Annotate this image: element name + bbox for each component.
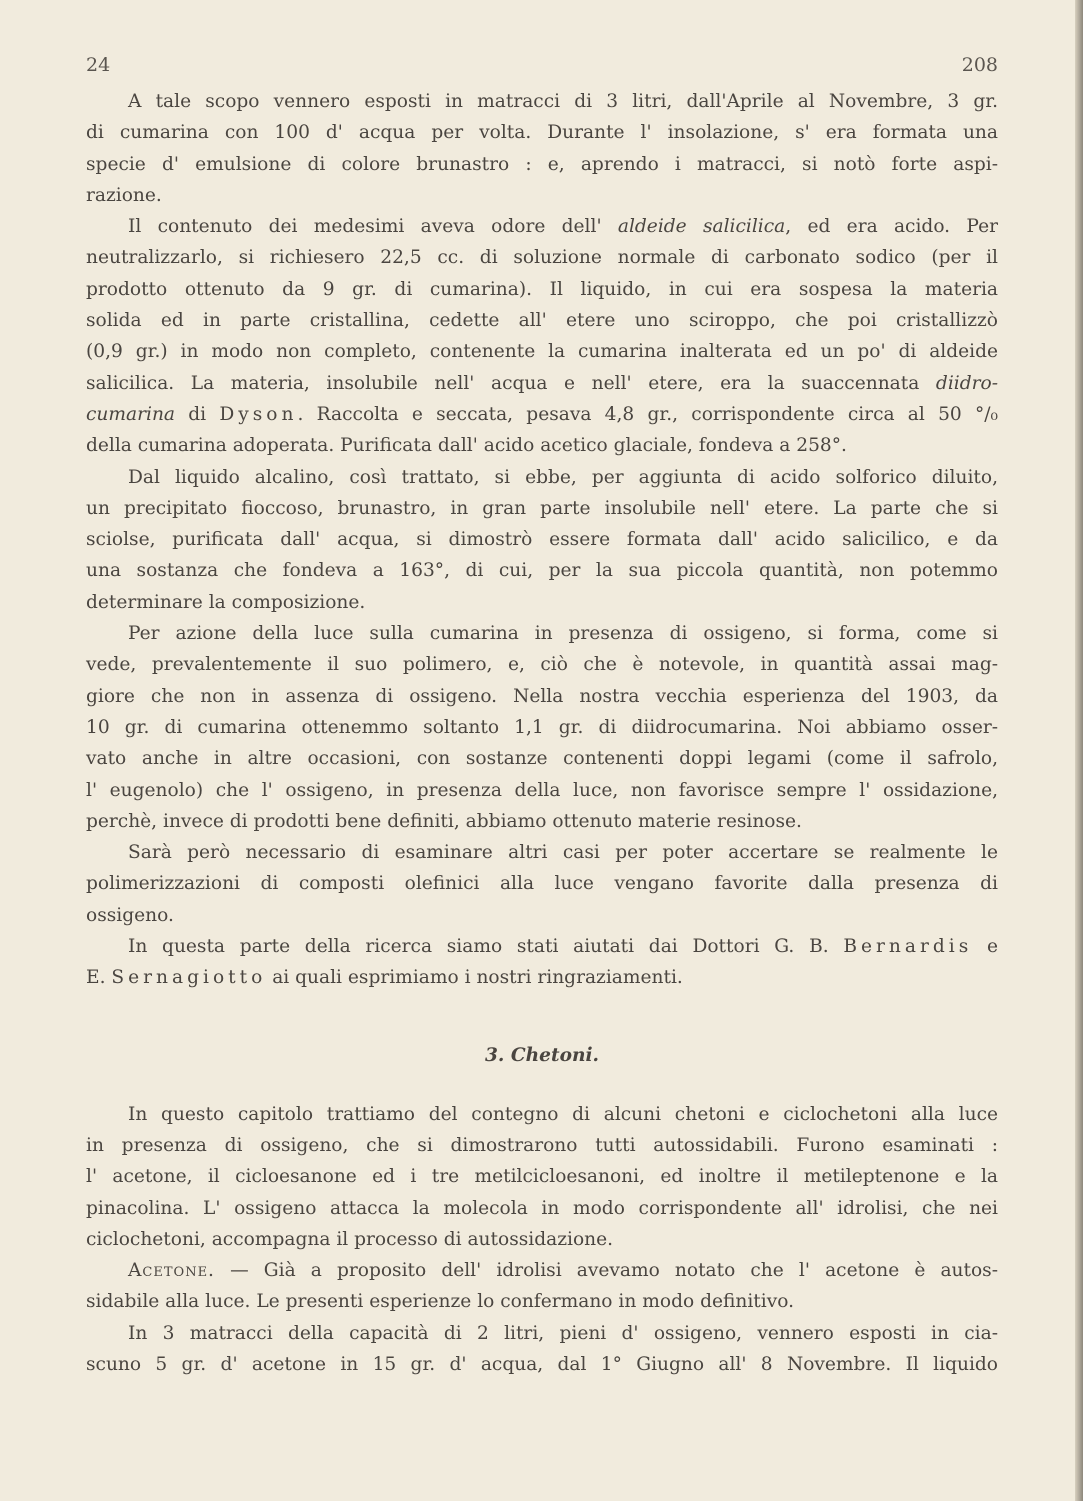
paragraph-9 [86, 1318, 998, 1381]
text-line: di cumarina con 100 d' acqua per volta. Durante l' insolazione, s' era formata una [86, 122, 998, 144]
text-run: di [175, 403, 220, 425]
document-page [86, 54, 998, 1380]
section-heading: 3. Chetoni. [484, 1044, 600, 1066]
text-line: (0,9 gr.) in modo non completo, contenente la cumarina inalterata ed un po' di aldeide [86, 341, 998, 363]
text-run: Il contenuto dei medesimi aveva odore dell' [128, 216, 618, 238]
paragraph-4 [86, 618, 998, 837]
text-line: vato anche in altre occasioni, con sostanze contenenti doppi legami (come il safrolo, [86, 748, 998, 770]
text-line: ossigeno. [86, 904, 174, 926]
italic-term: aldeide salicilica [617, 216, 786, 238]
text-line: sidabile alla luce. Le presenti esperienze lo confermano in modo definitivo. [86, 1291, 795, 1313]
text-line: della cumarina adoperata. Purificata dall' acido acetico glaciale, fondeva a 258°. [86, 435, 847, 457]
text-line: l' acetone, il cicloesanone ed i tre metilcicloesanoni, ed inoltre il metileptenone e la [86, 1166, 998, 1188]
text-line [86, 211, 998, 242]
text-line: un precipitato fioccoso, brunastro, in gran parte insolubile nell' etere. La parte che si [86, 497, 998, 519]
text-line [86, 1255, 998, 1286]
text-run: , ed era acido. Per [785, 216, 998, 238]
author-name: Dyson [219, 403, 298, 425]
paragraph-1 [86, 86, 998, 211]
text-line: una sostanza che fondeva a 163°, di cui, per la sua piccola quantità, non potemmo [86, 560, 998, 582]
text-run: ai quali esprimiamo i nostri ringraziamenti. [266, 967, 683, 989]
text-run: E. [86, 967, 112, 989]
text-line: in presenza di ossigeno, che si dimostrarono tutti autossidabili. Furono esaminati : [86, 1134, 998, 1156]
text-line: ciclochetoni, accompagna il processo di autossidazione. [86, 1228, 614, 1250]
paragraph-3 [86, 462, 998, 618]
text-line [86, 962, 998, 993]
italic-term: cumarina [86, 403, 176, 425]
text-line: solida ed in parte cristallina, cedette all' etere uno sciroppo, che poi cristallizzò [86, 310, 998, 332]
text-line [86, 368, 998, 399]
text-line: neutralizzarlo, si richiesero 22,5 cc. di soluzione normale di carbonato sodico (per il [86, 247, 998, 269]
text-line: 10 gr. di cumarina ottenemmo soltanto 1,1 gr. di diidrocumarina. Noi abbiamo osser- [86, 716, 998, 738]
text-line: A tale scopo vennero esposti in matracci di 3 litri, dall'Aprile al Novembre, 3 gr. [128, 91, 998, 112]
paragraph-5 [86, 837, 998, 931]
paragraph-8 [86, 1255, 998, 1318]
text-line: Sarà però necessario di esaminare altri casi per poter accertare se realmente le [128, 842, 998, 864]
text-line: l' eugenolo) che l' ossigeno, in presenza della luce, non favorisce sempre l' ossidazione, [86, 779, 998, 801]
text-line: determinare la composizione. [86, 591, 366, 613]
text-line [86, 399, 998, 430]
text-line: perchè, invece di prodotti bene definiti, abbiamo ottenuto materie resinose. [86, 810, 802, 832]
text-line: Dal liquido alcalino, così trattato, si ebbe, per aggiunta di acido solforico diluito, [128, 466, 998, 488]
page-header [86, 54, 998, 86]
text-line: In questo capitolo trattiamo del contegno di alcuni chetoni e ciclochetoni alla luce [128, 1103, 998, 1125]
text-line: vede, prevalentemente il suo polimero, e, ciò che è notevole, in quantità assai mag- [86, 654, 998, 676]
page-edge-shadow [1075, 0, 1083, 1501]
text-run: . Raccolta e seccata, pesava 4,8 gr., corrispondente circa al 50 °/₀ [297, 403, 998, 425]
text-line: razione. [86, 184, 162, 206]
text-line: giore che non in assenza di ossigeno. Nella nostra vecchia esperienza del 1903, da [86, 685, 998, 707]
text-run: e [972, 936, 998, 958]
text-run: salicilica. La materia, insolubile nell' acqua e nell' etere, era la suaccennata [86, 372, 936, 394]
text-line: specie d' emulsione di colore brunastro : e, aprendo i matracci, si notò forte aspi- [86, 153, 998, 175]
paragraph-6 [86, 931, 998, 994]
paragraph-2 [86, 211, 998, 461]
subsection-label: Acetone. [128, 1260, 215, 1282]
paragraph-7 [86, 1099, 998, 1255]
text-line [86, 931, 998, 962]
text-line: Per azione della luce sulla cumarina in presenza di ossigeno, si forma, come si [128, 623, 998, 645]
page-number-right: 208 [961, 54, 998, 76]
text-line: polimerizzazioni di composti olefinici alla luce vengano favorite dalla presenza di [86, 873, 998, 895]
text-line: scuno 5 gr. d' acetone in 15 gr. d' acqua, dal 1° Giugno all' 8 Novembre. Il liquido [86, 1353, 998, 1375]
text-run: — Già a proposito dell' idrolisi avevamo notato che l' acetone è autos- [214, 1260, 998, 1282]
italic-term: diidro- [935, 372, 998, 394]
text-line: In 3 matracci della capacità di 2 litri, pieni d' ossigeno, vennero esposti in cia- [128, 1322, 998, 1344]
author-name: Bernardis [843, 936, 973, 958]
author-name: Sernagiotto [111, 967, 267, 989]
page-number-left: 24 [86, 54, 111, 76]
text-line: sciolse, purificata dall' acqua, si dimostrò essere formata dall' acido salicilico, e da [86, 529, 998, 551]
text-line: pinacolina. L' ossigeno attacca la molecola in modo corrispondente all' idrolisi, che nei [86, 1197, 998, 1219]
text-run: In questa parte della ricerca siamo stati aiutati dai Dottori G. B. [128, 936, 844, 958]
text-line: prodotto ottenuto da 9 gr. di cumarina). Il liquido, in cui era sospesa la materia [86, 278, 998, 300]
